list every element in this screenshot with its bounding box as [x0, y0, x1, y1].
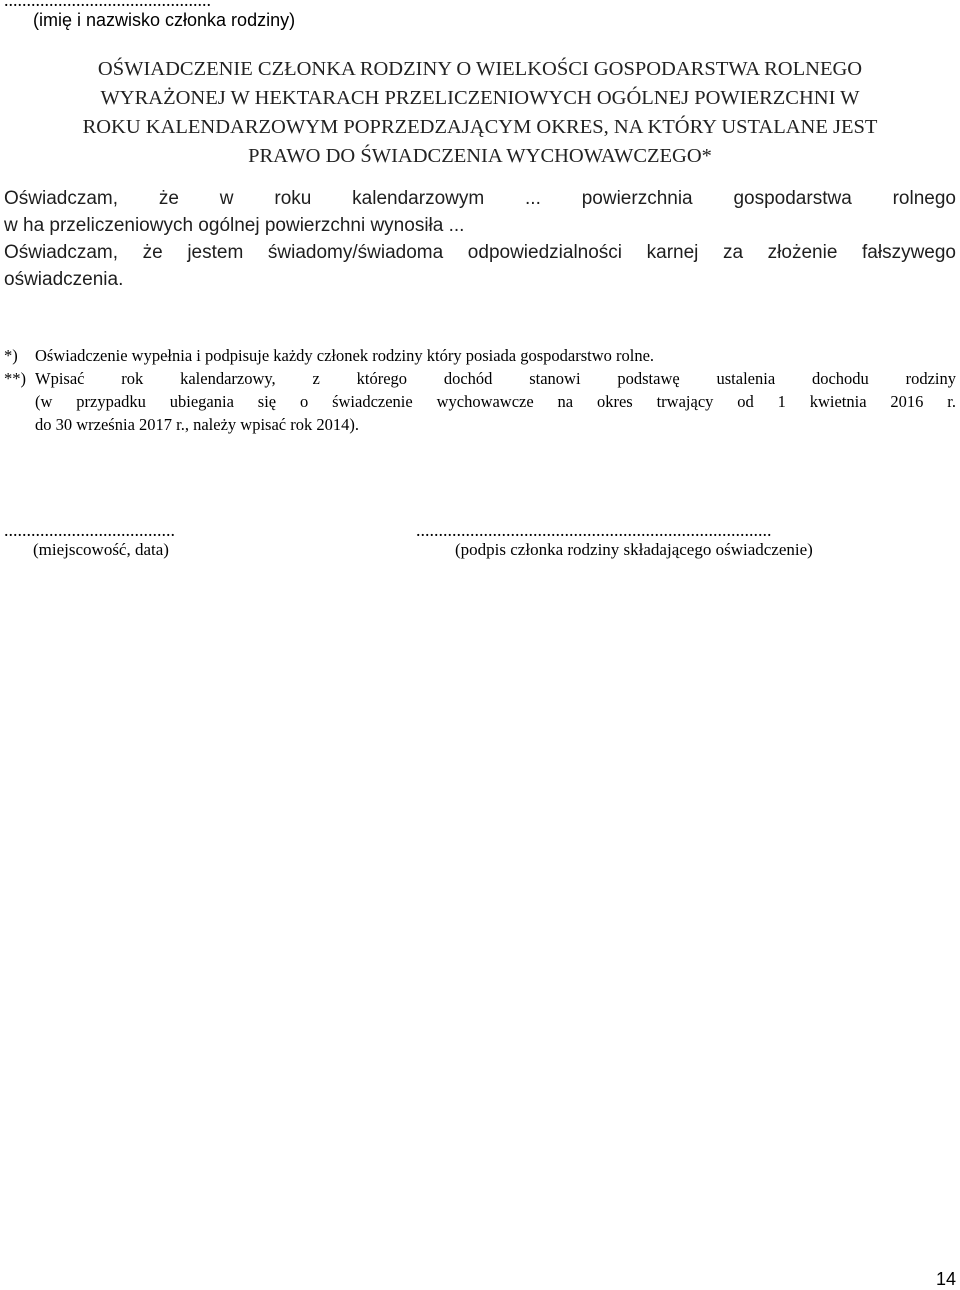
footnote-1 [4, 344, 956, 367]
page-number: 14 [935, 1269, 956, 1289]
place-date-dotted-line: ...................................... [4, 520, 175, 540]
statement-line: oświadczenia. [4, 269, 124, 290]
footnote-marker: *) [4, 346, 18, 365]
title-line: OŚWIADCZENIE CZŁONKA RODZINY O WIELKOŚCI GOSPODARSTWA ROLNEGO [97, 58, 863, 80]
statement-line: w ha przeliczeniowych ogólnej powierzchni wynosiła ... [4, 215, 465, 236]
statement-line: Oświadczam, że jestem świadomy/świadoma odpowiedzialności karnej za złożenie fałszywego [4, 242, 956, 263]
statement-line: Oświadczam, że w roku kalendarzowym ... powierzchnia gospodarstwa rolnego [4, 188, 956, 209]
footnote-marker: **) [4, 369, 26, 388]
title-line: WYRAŻONEJ W HEKTARACH PRZELICZENIOWYCH OGÓLNEJ POWIERZCHNI W [100, 87, 860, 109]
footnote-text: Oświadczenie wypełnia i podpisuje każdy członek rodziny który posiada gospodarstwo rolne. [35, 346, 655, 365]
footnote-2 [4, 367, 956, 436]
footnote-text: Wpisać rok kalendarzowy, z którego dochód stanowi podstawę ustalenia dochodu rodziny [35, 369, 956, 388]
signature-caption: (podpis członka rodziny składającego oświadczenie) [455, 540, 813, 559]
name-caption: (imię i nazwisko członka rodziny) [33, 10, 296, 30]
name-dotted-line: .............................................. [4, 0, 211, 10]
place-date-caption: (miejscowość, data) [33, 540, 169, 559]
footnote-text: (w przypadku ubiegania się o świadczenie wychowawcze na okres trwający od 1 kwietnia 2016 r. [35, 392, 956, 411]
document-title [0, 55, 960, 171]
signature-dotted-line: ............................................................................... [416, 520, 772, 540]
title-line: ROKU KALENDARZOWYM POPRZEDZAJĄCYM OKRES, NA KTÓRY USTALANE JEST [82, 116, 878, 138]
title-line: PRAWO DO ŚWIADCZENIA WYCHOWAWCZEGO* [248, 145, 712, 167]
statement-body [4, 185, 956, 293]
footnote-text: do 30 września 2017 r., należy wpisać rok 2014). [35, 415, 359, 434]
footnotes [4, 344, 956, 436]
